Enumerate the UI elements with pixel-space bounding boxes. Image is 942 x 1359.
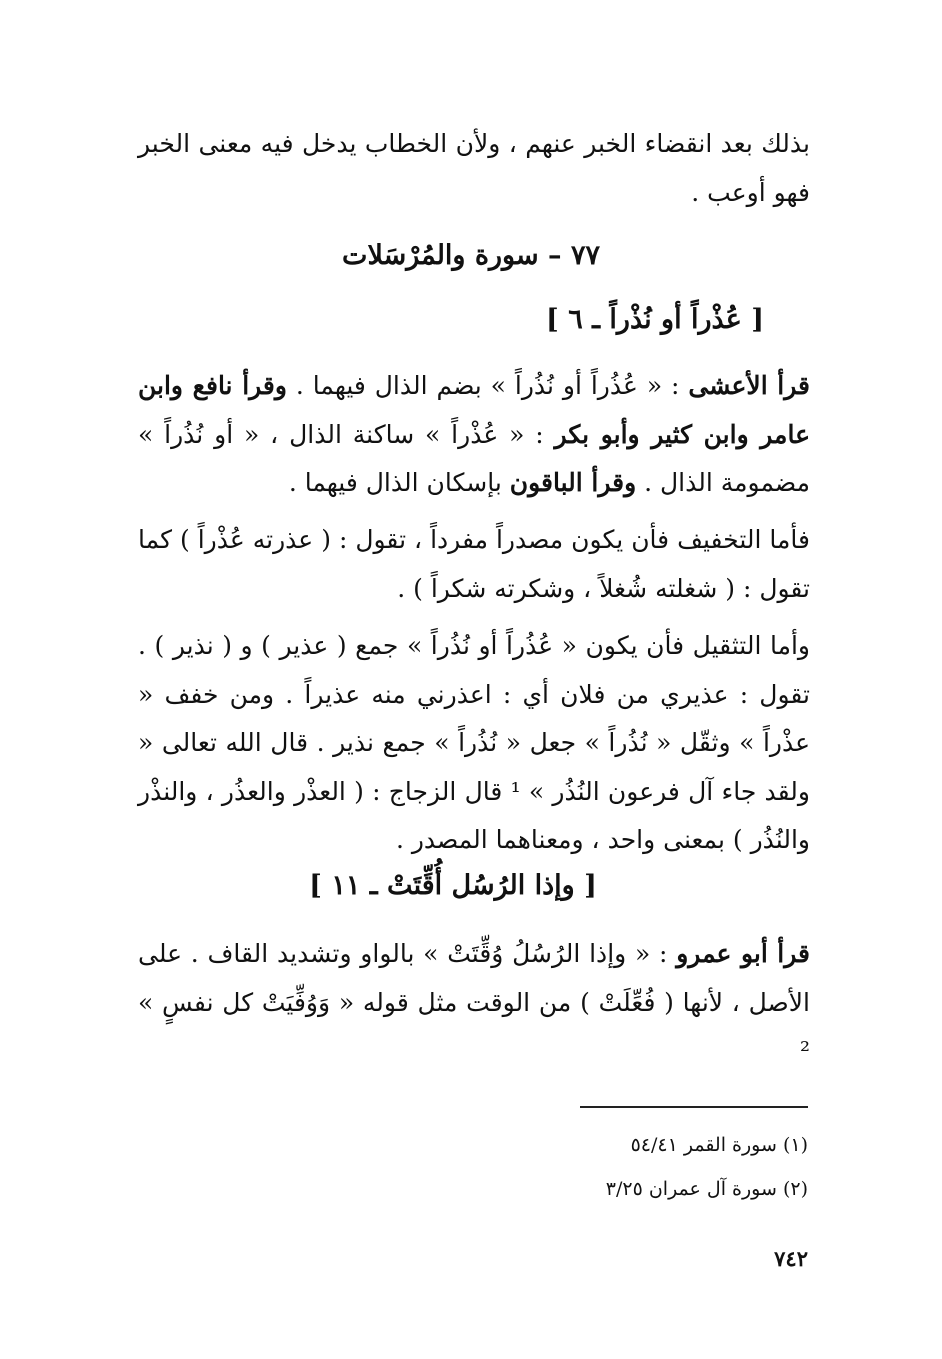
page-number: ٧٤٢ (774, 1246, 808, 1271)
verse-heading-2: [ وإذا الرُسُل أُقِّتَتْ ـ ١١ ] (309, 870, 597, 901)
paragraph-text: وأما التثقيل فأن يكون « عُذُراً أو نُذُراً » جمع ( عذير ) و ( نذير ) . تقول : عذيري من فلان أي : اعذرني منه عذيراً . ومن خفف « عذْراً » وثقّل « نُذُراً » جعل « نُذُراً » جمع نذير . قال الله تعالى « ولقد جاء آل فرعون النُذُر » ¹ قال الزجاج : ( العذْر والعذُر ، والنذْر والنُذُر ) بمعنى واحد ، ومعناهما المصدر . (138, 631, 810, 854)
reading-text: : « عُذُراً أو نُذُراً » بضم الذال فيهما . (286, 371, 689, 400)
intro-paragraph-text: بذلك بعد انقضاء الخبر عنهم ، ولأن الخطاب يدخل فيه معنى الخبر فهو أوعب . (138, 129, 810, 207)
paragraph-readings-1 (138, 362, 810, 508)
reader-name: وقرأ الباقون (509, 468, 637, 497)
reader-name: وقرأ نافع وابن عامر وابن كثير وأبو بكر (138, 371, 810, 449)
footnote-1: (١) سورة القمر ٥٤/٤١ (630, 1134, 808, 1156)
reader-name: قرأ الأعشى (688, 371, 811, 400)
footnote-2: (٢) سورة آل عمران ٣/٢٥ (605, 1178, 808, 1200)
paragraph-tathqil (138, 622, 810, 865)
reading-text: بإسكان الذال فيهما . (288, 468, 510, 497)
paragraph-text: فأما التخفيف فأن يكون مصدراً مفرداً ، تقول : ( عذرته عُذْراً ) كما تقول : ( شغلته شُغلاً ، وشكرته شكراً ) . (138, 525, 810, 603)
verse-heading-1: [ عُذْراً أو نُذْراً ـ ٦ ] (546, 304, 764, 335)
paragraph-takhfif (138, 516, 810, 613)
paragraph-readings-2 (138, 930, 810, 1076)
reader-name: قرأ أبو عمرو (676, 939, 810, 968)
reading-text: : « وإذا الرُسُلُ وُقِّتَتْ » بالواو وتشديد القاف . على الأصل ، لأنها ( فُعِّلَتْ ) من الوقت مثل قوله « وَوُفِّيَتْ كل نفسٍ » ² (138, 939, 810, 1065)
footnote-divider (580, 1106, 808, 1108)
reading-text: : « عُذْراً » ساكنة الذال ، « أو نُذُراً » مضمومة الذال . (138, 419, 810, 497)
surah-heading: ٧٧ – سورة والمُرْسَلات (342, 240, 600, 271)
intro-paragraph (138, 120, 810, 217)
